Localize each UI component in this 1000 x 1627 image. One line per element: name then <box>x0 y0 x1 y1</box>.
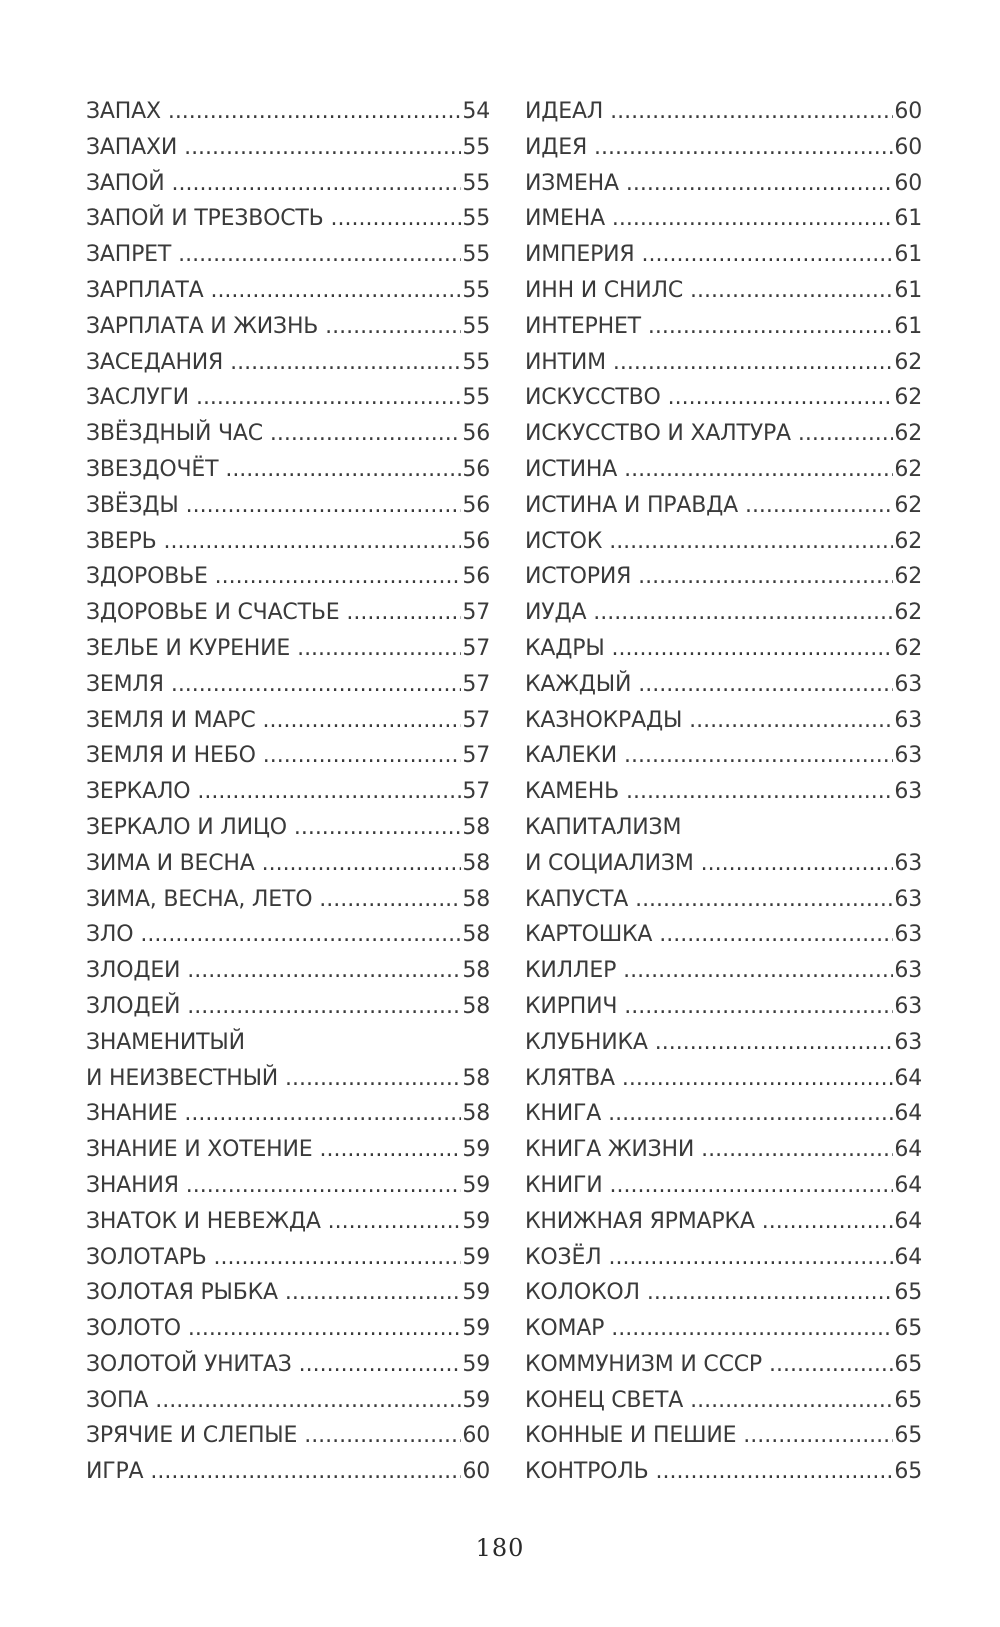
index-entry-page: 65 <box>893 1454 922 1490</box>
index-entry <box>86 667 490 703</box>
index-entry <box>525 416 922 452</box>
index-entry-page: 55 <box>461 201 490 237</box>
index-entry <box>525 94 922 130</box>
index-entry-term: КАПУСТА ..... <box>525 887 922 912</box>
index-entry-term: ЗВЕЗДОЧЁТ ..... <box>86 457 490 482</box>
index-entry-page: 59 <box>461 1347 490 1383</box>
index-entry-page: 63 <box>893 774 922 810</box>
index-entry-page: 64 <box>893 1061 922 1097</box>
index-entry <box>86 1454 490 1490</box>
index-entry-term: ЗАПОЙ И ТРЕЗВОСТЬ ..... <box>86 206 490 231</box>
index-entry-page: 62 <box>893 631 922 667</box>
page-number: 180 <box>475 1534 525 1562</box>
index-entry <box>86 1025 490 1061</box>
index-entry-term: ЗЕМЛЯ И МАРС ..... <box>86 708 490 733</box>
index-entry-page: 58 <box>461 989 490 1025</box>
index-entry-page: 64 <box>893 1204 922 1240</box>
index-entry <box>86 452 490 488</box>
index-entry-term: ЗАПРЕТ ..... <box>86 242 490 267</box>
index-entry <box>86 1311 490 1347</box>
index-entry <box>525 345 922 381</box>
index-entry-term: ЗОЛОТО ..... <box>86 1316 490 1341</box>
index-entry-term: ИДЕАЛ ..... <box>525 99 922 124</box>
index-entry-term: ЗВЁЗДНЫЙ ЧАС ..... <box>86 421 490 446</box>
index-entry <box>525 1204 922 1240</box>
index-entry-term: ИНТИМ ..... <box>525 350 922 375</box>
index-entry <box>86 1061 490 1097</box>
index-column-right <box>525 94 922 1490</box>
index-entry-page: 58 <box>461 917 490 953</box>
index-entry-term: КАЗНОКРАДЫ ..... <box>525 708 922 733</box>
index-entry <box>525 1311 922 1347</box>
index-entry-term: ЗДОРОВЬЕ И СЧАСТЬЕ ..... <box>86 600 490 625</box>
index-entry-page: 57 <box>461 595 490 631</box>
index-entry-page: 56 <box>461 416 490 452</box>
index-entry <box>86 380 490 416</box>
index-entry-page: 62 <box>893 559 922 595</box>
index-entry <box>86 810 490 846</box>
index-entry-page: 57 <box>461 631 490 667</box>
index-entry-page: 59 <box>461 1204 490 1240</box>
index-entry-page: 63 <box>893 917 922 953</box>
index-entry-term: КНИГА ..... <box>525 1101 922 1126</box>
index-entry-term: ЗЛОДЕИ ..... <box>86 958 490 983</box>
index-entry-page: 62 <box>893 345 922 381</box>
index-entry-term: КНИГА ЖИЗНИ ..... <box>525 1137 922 1162</box>
index-entry <box>525 631 922 667</box>
index-entry-page: 55 <box>461 345 490 381</box>
index-column-left <box>86 94 490 1490</box>
index-entry-term: КОЛОКОЛ ..... <box>525 1280 922 1305</box>
index-entry <box>525 1418 922 1454</box>
index-entry-term: ЗОЛОТОЙ УНИТАЗ ..... <box>86 1352 490 1377</box>
index-entry-page: 63 <box>893 1025 922 1061</box>
index-entry <box>525 380 922 416</box>
index-entry <box>525 452 922 488</box>
index-entry <box>525 989 922 1025</box>
index-entry-page: 64 <box>893 1096 922 1132</box>
index-entry-term: ЗАПАХИ ..... <box>86 135 490 160</box>
index-entry-page: 59 <box>461 1132 490 1168</box>
index-entry-term: ИСТОК ..... <box>525 529 922 554</box>
index-entry <box>86 1347 490 1383</box>
index-entry-term: ЗЛО ..... <box>86 922 490 947</box>
index-entry <box>86 595 490 631</box>
index-entry-term: ЗНАНИЯ ..... <box>86 1173 490 1198</box>
index-entry <box>525 309 922 345</box>
index-entry-term: ИСТИНА ..... <box>525 457 922 482</box>
index-entry-term: КЛУБНИКА ..... <box>525 1030 922 1055</box>
index-entry <box>86 1096 490 1132</box>
index-entry-page: 58 <box>461 810 490 846</box>
index-entry-page: 57 <box>461 667 490 703</box>
index-entry <box>86 345 490 381</box>
index-entry-page: 60 <box>461 1454 490 1490</box>
index-entry <box>525 917 922 953</box>
index-entry-page: 63 <box>893 989 922 1025</box>
index-entry-page: 65 <box>893 1383 922 1419</box>
index-entry <box>525 524 922 560</box>
index-entry <box>86 309 490 345</box>
index-entry-page: 60 <box>893 166 922 202</box>
index-entry-term: КАДРЫ ..... <box>525 636 922 661</box>
index-entry-term: ЗЕМЛЯ И НЕБО ..... <box>86 743 490 768</box>
index-entry-term: ЗАРПЛАТА И ЖИЗНЬ ..... <box>86 314 490 339</box>
index-entry-page: 56 <box>461 524 490 560</box>
index-entry <box>86 1240 490 1276</box>
index-entry-term: КАРТОШКА ..... <box>525 922 922 947</box>
index-entry-page: 60 <box>893 94 922 130</box>
index-entry-term: КИЛЛЕР ..... <box>525 958 922 983</box>
index-entry <box>86 166 490 202</box>
index-entry-page: 57 <box>461 703 490 739</box>
index-entry <box>86 738 490 774</box>
index-entry-page: 61 <box>893 273 922 309</box>
index-entry-term: ЗНАТОК И НЕВЕЖДА ..... <box>86 1209 490 1234</box>
index-entry-page: 65 <box>893 1418 922 1454</box>
index-entry <box>525 488 922 524</box>
index-entry-page: 55 <box>461 309 490 345</box>
index-entry <box>86 1132 490 1168</box>
index-entry-page: 61 <box>893 201 922 237</box>
index-entry-term: ЗОЛОТАЯ РЫБКА ..... <box>86 1280 490 1305</box>
index-entry <box>86 846 490 882</box>
index-entry-term: ЗАРПЛАТА ..... <box>86 278 490 303</box>
index-entry-page: 59 <box>461 1240 490 1276</box>
index-entry <box>525 237 922 273</box>
index-entry <box>86 1204 490 1240</box>
index-entry-page: 55 <box>461 273 490 309</box>
index-entry-page: 58 <box>461 1061 490 1097</box>
index-entry <box>86 631 490 667</box>
index-entry-term: ИНТЕРНЕТ ..... <box>525 314 922 339</box>
index-entry-term: КАЛЕКИ ..... <box>525 743 922 768</box>
index-entry-page: 65 <box>893 1275 922 1311</box>
index-entry-term: ЗЕРКАЛО ..... <box>86 779 490 804</box>
index-entry <box>525 1096 922 1132</box>
index-entry <box>86 1418 490 1454</box>
index-entry-page: 58 <box>461 953 490 989</box>
index-entry-page: 59 <box>461 1311 490 1347</box>
index-entry <box>525 1454 922 1490</box>
index-entry-page: 65 <box>893 1347 922 1383</box>
index-entry <box>525 1025 922 1061</box>
index-entry <box>525 1061 922 1097</box>
index-entry-term: ИГРА ..... <box>86 1459 490 1484</box>
index-entry <box>86 273 490 309</box>
index-entry-term: ЗЕМЛЯ ..... <box>86 672 490 697</box>
index-entry-term: ЗРЯЧИЕ И СЛЕПЫЕ ..... <box>86 1423 490 1448</box>
index-entry-term: ЗНАНИЕ ..... <box>86 1101 490 1126</box>
index-entry-term: КЛЯТВА ..... <box>525 1066 922 1091</box>
index-entry-page: 54 <box>461 94 490 130</box>
index-entry-page: 62 <box>893 380 922 416</box>
index-entry-page: 63 <box>893 882 922 918</box>
index-entry-term: КАПИТАЛИЗМ <box>525 814 682 840</box>
index-entry <box>86 416 490 452</box>
index-entry-term: ИМЕНА ..... <box>525 206 922 231</box>
index-entry-page: 64 <box>893 1132 922 1168</box>
index-entry-page: 59 <box>461 1275 490 1311</box>
index-entry <box>525 1168 922 1204</box>
index-entry-term: ЗАСЕДАНИЯ ..... <box>86 350 490 375</box>
index-entry-term: КОНТРОЛЬ ..... <box>525 1459 922 1484</box>
index-entry-page: 56 <box>461 559 490 595</box>
index-entry <box>525 130 922 166</box>
index-entry-page: 62 <box>893 416 922 452</box>
index-entry-page: 61 <box>893 309 922 345</box>
index-entry-term: ЗНАМЕНИТЫЙ <box>86 1029 245 1055</box>
index-entry-term: ИСКУССТВО ..... <box>525 385 922 410</box>
index-entry-term: ЗИМА, ВЕСНА, ЛЕТО ..... <box>86 887 490 912</box>
index-entry-term: ЗОЛОТАРЬ ..... <box>86 1245 490 1270</box>
index-entry-term: КАЖДЫЙ ..... <box>525 672 922 697</box>
index-entry <box>86 94 490 130</box>
index-entry-term: ЗАПОЙ ..... <box>86 171 490 196</box>
index-entry-term: ИСТИНА И ПРАВДА ..... <box>525 493 922 518</box>
index-entry <box>525 882 922 918</box>
index-entry-page: 62 <box>893 595 922 631</box>
index-entry <box>86 488 490 524</box>
index-entry <box>525 1132 922 1168</box>
index-entry <box>86 201 490 237</box>
index-entry <box>86 953 490 989</box>
index-entry <box>86 703 490 739</box>
index-entry-term: ЗВЕРЬ ..... <box>86 529 490 554</box>
index-entry-page: 58 <box>461 846 490 882</box>
index-entry-term: ЗНАНИЕ И ХОТЕНИЕ ..... <box>86 1137 490 1162</box>
index-entry-page: 65 <box>893 1311 922 1347</box>
index-entry <box>525 846 922 882</box>
index-entry-page: 62 <box>893 524 922 560</box>
index-entry <box>525 738 922 774</box>
index-entry-page: 56 <box>461 452 490 488</box>
index-entry-page: 55 <box>461 237 490 273</box>
index-entry-term: КОММУНИЗМ И СССР ..... <box>525 1352 922 1377</box>
index-entry-term: КНИЖНАЯ ЯРМАРКА ..... <box>525 1209 922 1234</box>
index-entry <box>525 201 922 237</box>
index-entry <box>86 989 490 1025</box>
index-entry-term: И СОЦИАЛИЗМ ..... <box>525 851 922 876</box>
index-entry <box>525 1275 922 1311</box>
index-entry <box>86 524 490 560</box>
index-entry <box>525 1383 922 1419</box>
index-entry <box>86 774 490 810</box>
index-entry-page: 63 <box>893 703 922 739</box>
index-entry-page: 58 <box>461 882 490 918</box>
index-entry-term: ИСТОРИЯ ..... <box>525 564 922 589</box>
index-entry <box>86 559 490 595</box>
index-entry-page: 61 <box>893 237 922 273</box>
index-entry-term: ЗДОРОВЬЕ ..... <box>86 564 490 589</box>
index-entry <box>525 703 922 739</box>
index-entry-page: 57 <box>461 738 490 774</box>
index-entry-page: 63 <box>893 667 922 703</box>
index-entry-page: 57 <box>461 774 490 810</box>
index-entry-term: КОНЕЦ СВЕТА ..... <box>525 1388 922 1413</box>
index-entry <box>525 810 922 846</box>
index-entry-term: КАМЕНЬ ..... <box>525 779 922 804</box>
index-entry <box>86 917 490 953</box>
index-entry <box>525 667 922 703</box>
index-entry-term: ЗЛОДЕЙ ..... <box>86 994 490 1019</box>
index-entry-term: ЗВЁЗДЫ ..... <box>86 493 490 518</box>
index-entry-term: КИРПИЧ ..... <box>525 994 922 1019</box>
index-entry-page: 62 <box>893 488 922 524</box>
index-entry-term: КОННЫЕ И ПЕШИЕ ..... <box>525 1423 922 1448</box>
index-entry <box>525 166 922 202</box>
index-entry-page: 64 <box>893 1168 922 1204</box>
index-entry <box>86 130 490 166</box>
index-entry <box>525 1347 922 1383</box>
index-entry <box>525 595 922 631</box>
index-entry-page: 59 <box>461 1383 490 1419</box>
index-entry-page: 55 <box>461 380 490 416</box>
index-entry <box>525 273 922 309</box>
index-entry-page: 55 <box>461 166 490 202</box>
index-entry <box>86 237 490 273</box>
index-entry-term: ЗЕЛЬЕ И КУРЕНИЕ ..... <box>86 636 490 661</box>
index-entry <box>525 1240 922 1276</box>
index-entry-term: КОМАР ..... <box>525 1316 922 1341</box>
index-entry <box>86 1168 490 1204</box>
index-entry-page: 56 <box>461 488 490 524</box>
index-entry-term: ЗАСЛУГИ ..... <box>86 385 490 410</box>
index-entry-term: ИНН И СНИЛС ..... <box>525 278 922 303</box>
index-entry-term: ИСКУССТВО И ХАЛТУРА ..... <box>525 421 922 446</box>
index-entry-term: ЗИМА И ВЕСНА ..... <box>86 851 490 876</box>
index-entry <box>86 1383 490 1419</box>
index-entry-term: ЗОПА ..... <box>86 1388 490 1413</box>
index-entry <box>525 559 922 595</box>
index-entry-page: 63 <box>893 738 922 774</box>
index-entry-page: 60 <box>893 130 922 166</box>
index-entry-page: 55 <box>461 130 490 166</box>
index-entry-page: 62 <box>893 452 922 488</box>
index-entry-term: ИУДА ..... <box>525 600 922 625</box>
index-entry-term: ЗЕРКАЛО И ЛИЦО ..... <box>86 815 490 840</box>
index-entry-page: 64 <box>893 1240 922 1276</box>
index-entry-term: ИМПЕРИЯ ..... <box>525 242 922 267</box>
index-entry-term: ИЗМЕНА ..... <box>525 171 922 196</box>
index-entry-term: ЗАПАХ ..... <box>86 99 490 124</box>
index-entry <box>86 1275 490 1311</box>
index-entry-term: ИДЕЯ ..... <box>525 135 922 160</box>
index-entry-page: 63 <box>893 846 922 882</box>
index-entry-page: 58 <box>461 1096 490 1132</box>
index-entry <box>86 882 490 918</box>
index-entry-page: 63 <box>893 953 922 989</box>
index-entry-term: И НЕИЗВЕСТНЫЙ ..... <box>86 1066 490 1091</box>
index-entry-term: КНИГИ ..... <box>525 1173 922 1198</box>
index-entry-page: 59 <box>461 1168 490 1204</box>
index-entry <box>525 953 922 989</box>
index-entry <box>525 774 922 810</box>
index-entry-term: КОЗЁЛ ..... <box>525 1245 922 1270</box>
index-entry-page: 60 <box>461 1418 490 1454</box>
